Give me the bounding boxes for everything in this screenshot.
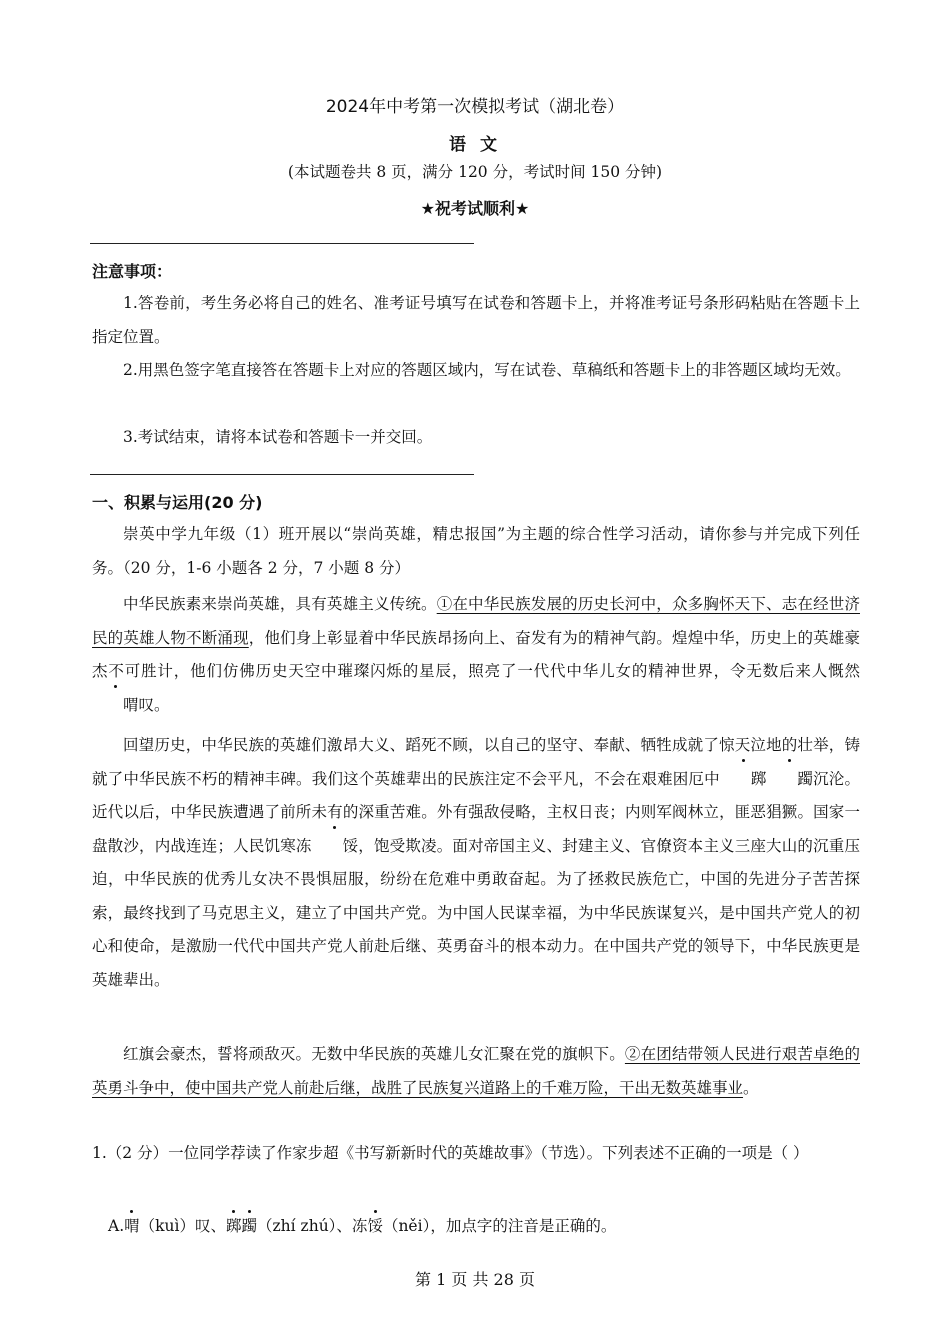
option-a-text-b: （kuì）叹、	[139, 1217, 226, 1235]
p2-text-a: 回望历史，中华民族的英雄们激昂大义、蹈死不顾，以自己的坚守、奉献、牺牲成就了惊天泣地的壮举，铸就了中华民族不朽的精神丰碑。我们这个英雄辈出的民族注定不会平凡，不会在艰难困厄中	[92, 736, 860, 788]
notice-item-3: 3.考试结束，请将本试卷和答题卡一并交回。	[123, 428, 433, 446]
dotted-char-kui: 喟	[92, 689, 139, 723]
question-1-stem: 1.（2 分）一位同学荐读了作家步超《书写新新时代的英雄故事》（节选）。下列表述不正确的一项是（ ）	[92, 1144, 809, 1162]
subject-title: 语 文	[449, 135, 501, 155]
exam-title: 2024年中考第一次模拟考试（湖北卷）	[325, 97, 625, 117]
option-dotted-kui: 喟	[124, 1214, 140, 1236]
divider-bottom	[90, 474, 474, 475]
p1-text-c: 叹。	[138, 695, 170, 714]
passage-paragraph-2	[92, 729, 860, 997]
p3-text-c: 。	[743, 1078, 759, 1097]
exam-info: (本试题卷共 8 页，满分 120 分，考试时间 150 分钟)	[287, 163, 663, 181]
p2-text-c: ，饱受欺凌。面对帝国主义、封建主义、官僚资本主义三座大山的沉重压迫，中华民族的优秀儿女决不畏惧屈服，纷纷在危难中勇敢奋起。为了拯救民族危亡，中国的先进分子苦苦探索，最终找到了马克思主义，建立了中国共产党。为中国人民谋幸福，为中华民族谋复兴，是中国共产党人的初心和使命，是激励一代代中国共产党人前赴后继、英勇奋斗的根本动力。在中国共产党的领导下，中华民族更是英雄辈出。	[92, 836, 860, 989]
underlined-sentence-1: ①在中华民族发展的历史长河中，众多胸怀天下、志在经世济民的英雄人物不断涌现	[92, 595, 860, 647]
page-number: 第 1 页 共 28 页	[415, 1270, 535, 1289]
passage-paragraph-3	[92, 1038, 860, 1105]
dotted-char-zhu: 躅	[766, 763, 813, 797]
divider-top	[90, 243, 474, 244]
p1-text-b: ，他们身上彰显着中华民族昂扬向上、奋发有为的精神气韵。煌煌中华，历史上的英雄豪杰不可胜计，他们仿佛历史天空中璀璨闪烁的星辰，照亮了一代代中华儿女的精神世界，令无数后来人慨然	[92, 628, 860, 680]
section-intro: 崇英中学九年级（1）班开展以“崇尚英雄，精忠报国”为主题的综合性学习活动，请你参与并完成下列任务。（20 分，1-6 小题各 2 分，7 小题 8 分）	[92, 525, 860, 577]
question-1-option-a	[108, 1214, 876, 1236]
option-dotted-nei: 馁	[367, 1214, 383, 1236]
option-dotted-zhi: 踯	[226, 1214, 242, 1236]
option-a-text-c: （zhí zhú）、冻	[257, 1217, 368, 1235]
p1-text-a: 中华民族素来崇尚英雄，具有英雄主义传统。	[123, 595, 437, 613]
option-dotted-zhu: 躅	[242, 1214, 258, 1236]
passage-paragraph-1	[92, 588, 860, 722]
notice-heading: 注意事项：	[92, 262, 173, 281]
section-heading: 一、积累与运用(20 分)	[92, 493, 263, 512]
dotted-char-zhi: 踯	[720, 763, 767, 797]
notice-item-2: 2.用黑色签字笔直接答在答题卡上对应的答题区域内，写在试卷、草稿纸和答题卡上的非答题区域均无效。	[123, 361, 851, 379]
option-a-label: A.	[108, 1217, 125, 1235]
good-luck-line: ★祝考试顺利★	[420, 199, 530, 218]
notice-item-1: 1.答卷前，考生务必将自己的姓名、准考证号填写在试卷和答题卡上，并将准考证号条形码粘贴在答题卡上指定位置。	[92, 294, 860, 346]
option-a-text-e: （něi），加点字的注音是正确的。	[382, 1217, 617, 1235]
p2-text-b: 沉沦。近代以后，中华民族遭遇了前所未有的深重苦难。外有强敌侵略，主权日丧；内则军阀林立，匪恶猖獗。国家一盘散沙，内战连连；人民饥寒冻	[92, 769, 860, 855]
p3-text-a: 红旗会豪杰，誓将顽敌灭。无数中华民族的英雄儿女汇聚在党的旗帜下。	[123, 1045, 625, 1063]
dotted-char-nei: 馁	[312, 830, 359, 864]
underlined-sentence-2: ②在团结带领人民进行艰苦卓绝的英勇斗争中，使中国共产党人前赴后继，战胜了民族复兴道路上的千难万险，干出无数英雄事业	[92, 1045, 860, 1097]
